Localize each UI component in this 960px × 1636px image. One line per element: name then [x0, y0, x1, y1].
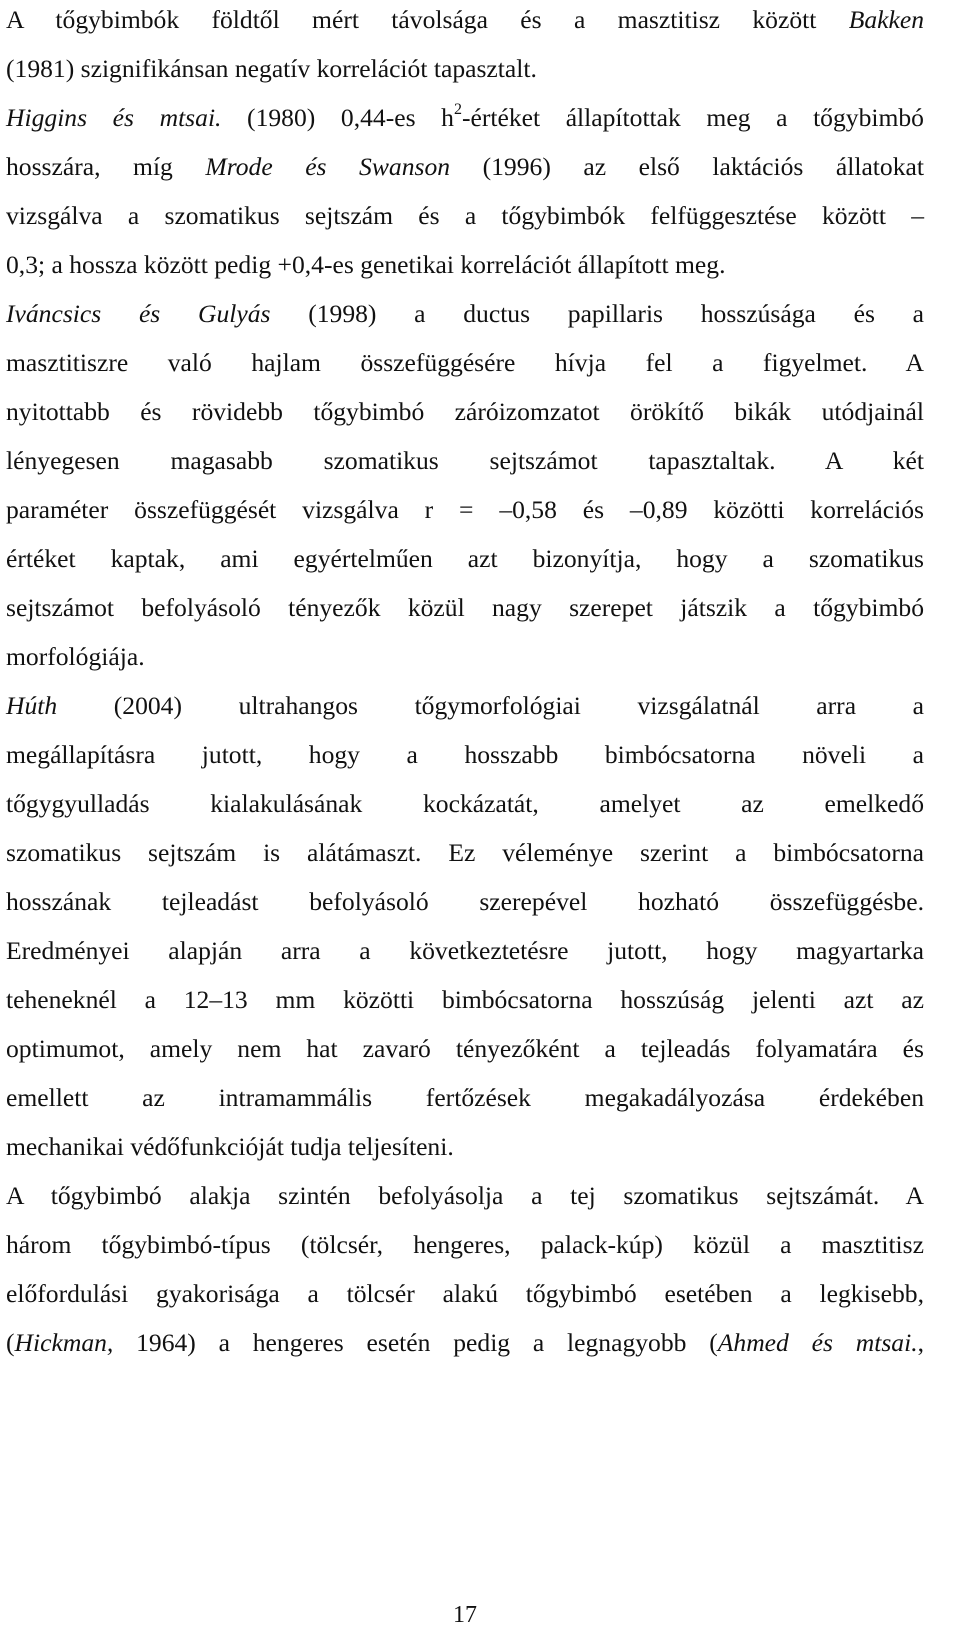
text-line: optimumot, amely nem hat zavaró tényezőként a tejleadás folyamatára és	[6, 1034, 924, 1063]
text-line: Eredményei alapján arra a következtetésre jutott, hogy magyartarka	[6, 936, 924, 965]
text-line: értéket kaptak, ami egyértelműen azt bizonyítja, hogy a szomatikus	[6, 544, 924, 573]
text-line: A tőgybimbó alakja szintén befolyásolja a tej szomatikus sejtszámát. A	[6, 1181, 924, 1210]
text-line: (1981) szignifikánsan negatív korrelációt tapasztalt.	[6, 54, 537, 83]
text-line: (Hickman, 1964) a hengeres esetén pedig a legnagyobb (Ahmed és mtsai.,	[6, 1328, 924, 1357]
text-line: masztitiszre való hajlam összefüggésére hívja fel a figyelmet. A	[6, 348, 924, 377]
text-line: előfordulási gyakorisága a tölcsér alakú tőgybimbó esetében a legkisebb,	[6, 1279, 924, 1308]
text-line: három tőgybimbó-típus (tölcsér, hengeres, palack-kúp) közül a masztitisz	[6, 1230, 924, 1259]
text-line: nyitottabb és rövidebb tőgybimbó záróizomzatot örökítő bikák utódjainál	[6, 397, 924, 426]
text-line: Húth (2004) ultrahangos tőgymorfológiai vizsgálatnál arra a	[6, 691, 924, 720]
text-line: A tőgybimbók földtől mért távolsága és a masztitisz között Bakken	[6, 5, 924, 34]
text-line: sejtszámot befolyásoló tényezők közül nagy szerepet játszik a tőgybimbó	[6, 593, 924, 622]
text-line: vizsgálva a szomatikus sejtszám és a tőgybimbók felfüggesztése között –	[6, 201, 924, 230]
text-line: Higgins és mtsai. (1980) 0,44-es $h^2$-értéket állapítottak meg a tőgybimbó	[6, 101, 924, 132]
text-line: mechanikai védőfunkcióját tudja teljesíteni.	[6, 1132, 454, 1161]
text-line: megállapításra jutott, hogy a hosszabb bimbócsatorna növeli a	[6, 740, 924, 769]
text-line: hosszára, míg Mrode és Swanson (1996) az első laktációs állatokat	[6, 152, 924, 181]
text-line: Iváncsics és Gulyás (1998) a ductus papillaris hosszúsága és a	[6, 299, 924, 328]
text-line: paraméter összefüggését vizsgálva r = –0,58 és –0,89 közötti korrelációs	[6, 495, 924, 524]
text-line: hosszának tejleadást befolyásoló szerepével hozható összefüggésbe.	[6, 887, 924, 916]
page-number: 17	[453, 1602, 477, 1628]
text-line: teheneknél a 12–13 mm közötti bimbócsatorna hosszúság jelenti azt az	[6, 985, 924, 1014]
text-line: tőgygyulladás kialakulásának kockázatát, amelyet az emelkedő	[6, 789, 924, 818]
text-line: lényegesen magasabb szomatikus sejtszámot tapasztaltak. A két	[6, 446, 924, 475]
text-line: szomatikus sejtszám is alátámaszt. Ez véleménye szerint a bimbócsatorna	[6, 838, 924, 867]
text-line: emellett az intramammális fertőzések megakadályozása érdekében	[6, 1083, 924, 1112]
text-line: 0,3; a hossza között pedig +0,4-es genetikai korrelációt állapított meg.	[6, 250, 726, 279]
text-line: morfológiája.	[6, 642, 145, 671]
